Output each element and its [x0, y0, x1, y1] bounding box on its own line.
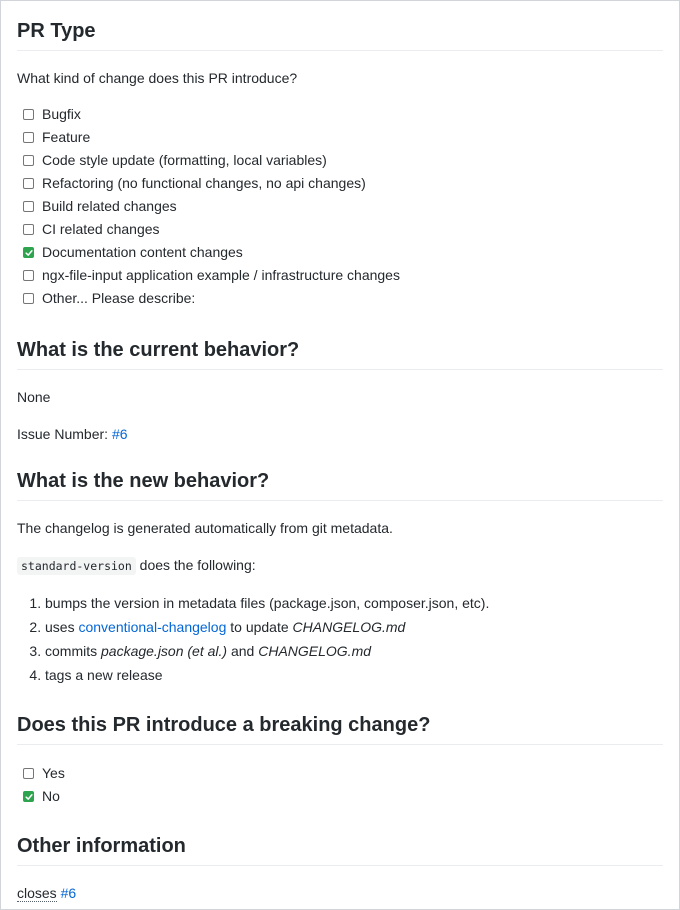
step-text: commits [45, 643, 101, 659]
task-checkbox[interactable] [23, 132, 34, 143]
task-checkbox[interactable] [23, 247, 34, 258]
step-emphasis: CHANGELOG.md [292, 619, 406, 635]
task-item [17, 785, 663, 808]
check-icon [25, 793, 33, 801]
current-behavior-text: None [17, 389, 51, 405]
task-label: Documentation content changes [42, 244, 243, 260]
task-item [17, 172, 663, 195]
task-label: CI related changes [42, 221, 160, 237]
breaking-change-task-list [17, 762, 663, 808]
current-behavior-heading: What is the current behavior? [17, 338, 663, 370]
task-checkbox[interactable] [23, 224, 34, 235]
issue-number-label: Issue Number: [17, 426, 112, 442]
issue-link[interactable]: #6 [111, 426, 128, 442]
task-label: Bugfix [42, 106, 81, 122]
task-checkbox[interactable] [23, 791, 34, 802]
task-item [17, 149, 663, 172]
closes-line [17, 883, 663, 903]
steps-list [17, 591, 663, 687]
task-item [17, 195, 663, 218]
new-behavior-intro: The changelog is generated automatically from git metadata. [17, 520, 393, 536]
conventional-changelog-link[interactable]: conventional-changelog [78, 619, 227, 635]
new-behavior-heading: What is the new behavior? [17, 469, 663, 501]
standard-version-line [17, 555, 663, 576]
task-label: Feature [42, 129, 91, 145]
task-item [17, 126, 663, 149]
step-item [45, 615, 663, 639]
task-checkbox[interactable] [23, 155, 34, 166]
task-label: Other... Please describe: [42, 290, 196, 306]
pr-type-heading: PR Type [17, 19, 663, 51]
step-text: and [227, 643, 259, 659]
task-label: Build related changes [42, 198, 177, 214]
task-checkbox[interactable] [23, 109, 34, 120]
step-text: bumps the version in metadata files (package.json, composer.json, etc). [45, 595, 490, 611]
standard-version-code: standard-version [17, 557, 136, 575]
task-item [17, 103, 663, 126]
closes-keyword: closes [17, 885, 57, 901]
task-item [17, 264, 663, 287]
task-label: No [42, 788, 60, 804]
task-label: Refactoring (no functional changes, no api changes) [42, 175, 366, 191]
step-text: to update [226, 619, 293, 635]
step-emphasis: package.json (et al.) [101, 643, 228, 659]
standard-version-suffix: does the following: [135, 557, 256, 573]
step-text: uses [45, 619, 79, 635]
task-checkbox[interactable] [23, 270, 34, 281]
check-icon [25, 249, 33, 257]
task-checkbox[interactable] [23, 768, 34, 779]
pr-type-task-list [17, 103, 663, 310]
step-text: tags a new release [45, 667, 163, 683]
issue-number [17, 424, 663, 444]
pr-type-question: What kind of change does this PR introduce? [17, 70, 298, 86]
task-item [17, 762, 663, 785]
task-checkbox[interactable] [23, 293, 34, 304]
breaking-change-heading: Does this PR introduce a breaking change? [17, 713, 663, 745]
task-checkbox[interactable] [23, 178, 34, 189]
task-label: ngx-file-input application example / infrastructure changes [42, 267, 400, 283]
step-item [45, 639, 663, 663]
task-item [17, 218, 663, 241]
task-label: Yes [42, 765, 65, 781]
step-item [45, 663, 663, 687]
task-item [17, 287, 663, 310]
closes-issue-link[interactable]: #6 [60, 885, 77, 901]
task-item [17, 241, 663, 264]
step-item [45, 591, 663, 615]
step-emphasis: CHANGELOG.md [258, 643, 372, 659]
other-information-heading: Other information [17, 834, 663, 866]
task-label: Code style update (formatting, local variables) [42, 152, 327, 168]
task-checkbox[interactable] [23, 201, 34, 212]
